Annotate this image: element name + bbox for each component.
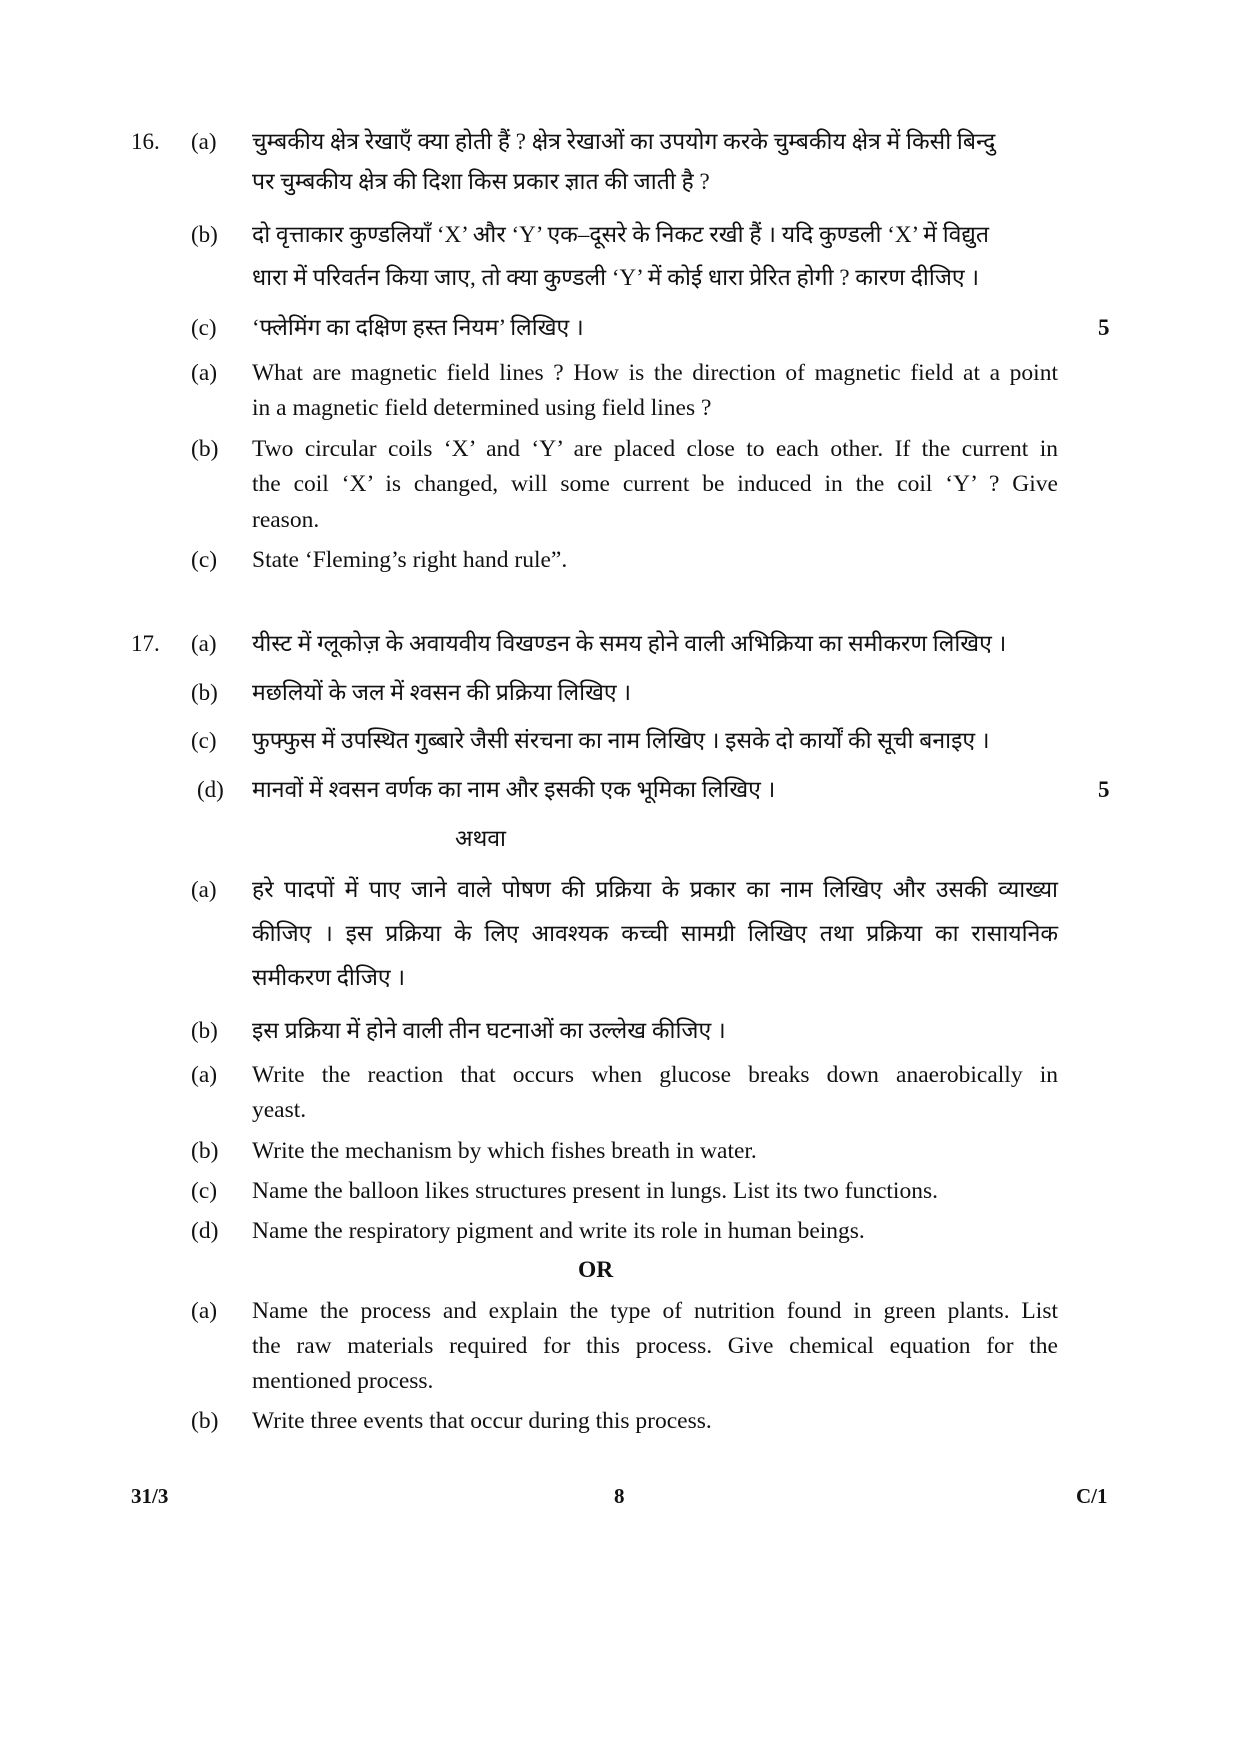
or-heading: OR: [578, 1257, 614, 1283]
question-text: मानवों में श्वसन वर्णक का नाम और इसकी एक भूमिका लिखिए ।: [252, 777, 776, 802]
question-text: reason.: [252, 507, 320, 533]
question-text: मछलियों के जल में श्वसन की प्रक्रिया लिखिए ।: [252, 680, 632, 705]
question-text: समीकरण दीजिए ।: [252, 965, 406, 990]
question-text: धारा में परिवर्तन किया जाए, तो क्या कुण्डली ‘Y’ में कोई धारा प्रेरित होगी ? कारण दीजिए ।: [252, 265, 980, 290]
part-label: (b): [191, 1408, 219, 1434]
q17-alt-hi-b: [0, 1011, 1241, 1051]
part-label: (c): [191, 1178, 218, 1204]
q17-en-c: [0, 1171, 1241, 1211]
q16-en-a-line2: [0, 388, 1241, 428]
set-code: C/1: [1076, 1484, 1108, 1508]
q17-hi-c: [0, 721, 1241, 761]
q17-alt-en-a-line1: [0, 1291, 1241, 1331]
question-text: yeast.: [252, 1097, 307, 1123]
marks: 5: [1098, 315, 1110, 340]
marks: 5: [1098, 777, 1110, 802]
question-text: State ‘Fleming’s right hand rule”.: [252, 547, 568, 573]
q16-en-b-line3: [0, 500, 1241, 540]
question-text: Write three events that occur during this process.: [252, 1408, 712, 1434]
question-text: Write the reaction that occurs when glucose breaks down anaerobically in: [252, 1062, 1058, 1088]
part-label: (b): [191, 222, 218, 247]
question-text: the coil ‘X’ is changed, will some current be induced in the coil ‘Y’ ? Give: [252, 471, 1058, 497]
part-label: (a): [191, 1062, 218, 1088]
part-label: (b): [191, 436, 219, 462]
part-label: (d): [197, 777, 224, 802]
q17-alt-hi-a-line1: [0, 870, 1241, 910]
question-text: Two circular coils ‘X’ and ‘Y’ are placed close to each other. If the current in: [252, 436, 1058, 462]
part-label: (a): [191, 631, 217, 656]
part-label: (a): [191, 129, 217, 154]
question-number: 16.: [131, 129, 160, 154]
q17-en-a-line2: [0, 1090, 1241, 1130]
question-text: Write the mechanism by which fishes breath in water.: [252, 1138, 757, 1164]
question-text: पर चुम्बकीय क्षेत्र की दिशा किस प्रकार ज्ञात की जाती है ?: [252, 169, 710, 194]
question-text: दो वृत्ताकार कुण्डलियाँ ‘X’ और ‘Y’ एक–दूसरे के निकट रखी हैं । यदि कुण्डली ‘X’ में विद्युत: [252, 222, 990, 247]
part-label: (a): [191, 1298, 218, 1324]
part-label: (c): [191, 728, 217, 753]
question-text: Name the process and explain the type of nutrition found in green plants. List: [252, 1298, 1058, 1324]
part-label: (c): [191, 547, 218, 573]
question-text: mentioned process.: [252, 1368, 434, 1394]
q17-alt-hi-a-line3: [0, 958, 1241, 998]
q16-hi-b-line2: [0, 258, 1241, 298]
question-text: ‘फ्लेमिंग का दक्षिण हस्त नियम’ लिखिए ।: [252, 315, 584, 340]
part-label: (c): [191, 315, 217, 340]
q17-or-english: [0, 1250, 1241, 1290]
question-text: Name the respiratory pigment and write its role in human beings.: [252, 1218, 865, 1244]
q16-hi-c: [0, 308, 1241, 348]
part-label: (d): [191, 1218, 219, 1244]
question-text: यीस्ट में ग्लूकोज़ के अवायवीय विखण्डन के समय होने वाली अभिक्रिया का समीकरण लिखिए ।: [252, 631, 1007, 656]
q17-hi-d: [0, 770, 1241, 810]
q17-alt-hi-a-line2: [0, 914, 1241, 954]
part-label: (a): [191, 877, 217, 902]
q17-or-hindi: [0, 819, 1241, 859]
question-text: हरे पादपों में पाए जाने वाले पोषण की प्रक्रिया के प्रकार का नाम लिखिए और उसकी व्याख्या: [252, 877, 1058, 902]
q16-en-a-line1: [0, 353, 1241, 393]
q17-en-a-line1: [0, 1055, 1241, 1095]
q16-hi-b-line1: [0, 215, 1241, 255]
q17-en-d: [0, 1211, 1241, 1251]
q17-en-b: [0, 1131, 1241, 1171]
q16-en-b-line1: [0, 429, 1241, 469]
q17-alt-en-b: [0, 1401, 1241, 1441]
question-text: in a magnetic field determined using field lines ?: [252, 395, 712, 421]
q17-alt-en-a-line3: [0, 1361, 1241, 1401]
question-number: 17.: [131, 631, 160, 656]
part-label: (b): [191, 1138, 219, 1164]
paper-code: 31/3: [131, 1484, 169, 1508]
part-label: (a): [191, 360, 218, 386]
q17-alt-en-a-line2: [0, 1326, 1241, 1366]
q17-hi-b: [0, 673, 1241, 713]
q16-hi-a-line2: [0, 162, 1241, 202]
question-text: फुफ्फुस में उपस्थित गुब्बारे जैसी संरचना का नाम लिखिए । इसके दो कार्यों की सूची बनाइए ।: [252, 728, 990, 753]
page-number: 8: [614, 1484, 625, 1508]
question-text: Name the balloon likes structures present in lungs. List its two functions.: [252, 1178, 938, 1204]
question-text: इस प्रक्रिया में होने वाली तीन घटनाओं का उल्लेख कीजिए ।: [252, 1018, 726, 1043]
part-label: (b): [191, 1018, 218, 1043]
question-text: the raw materials required for this process. Give chemical equation for the: [252, 1333, 1058, 1359]
part-label: (b): [191, 680, 218, 705]
q16-en-b-line2: [0, 464, 1241, 504]
question-text: चुम्बकीय क्षेत्र रेखाएँ क्या होती हैं ? क्षेत्र रेखाओं का उपयोग करके चुम्बकीय क्षेत्र में किसी बिन्दु: [252, 129, 996, 154]
q16-hi-a-line1: [0, 122, 1241, 162]
q16-en-c: [0, 540, 1241, 580]
question-text: कीजिए । इस प्रक्रिया के लिए आवश्यक कच्ची सामग्री लिखिए तथा प्रक्रिया का रासायनिक: [252, 921, 1058, 946]
question-text: What are magnetic field lines ? How is the direction of magnetic field at a point: [252, 360, 1058, 386]
q17-hi-a: [0, 624, 1241, 664]
or-heading: अथवा: [455, 826, 507, 851]
